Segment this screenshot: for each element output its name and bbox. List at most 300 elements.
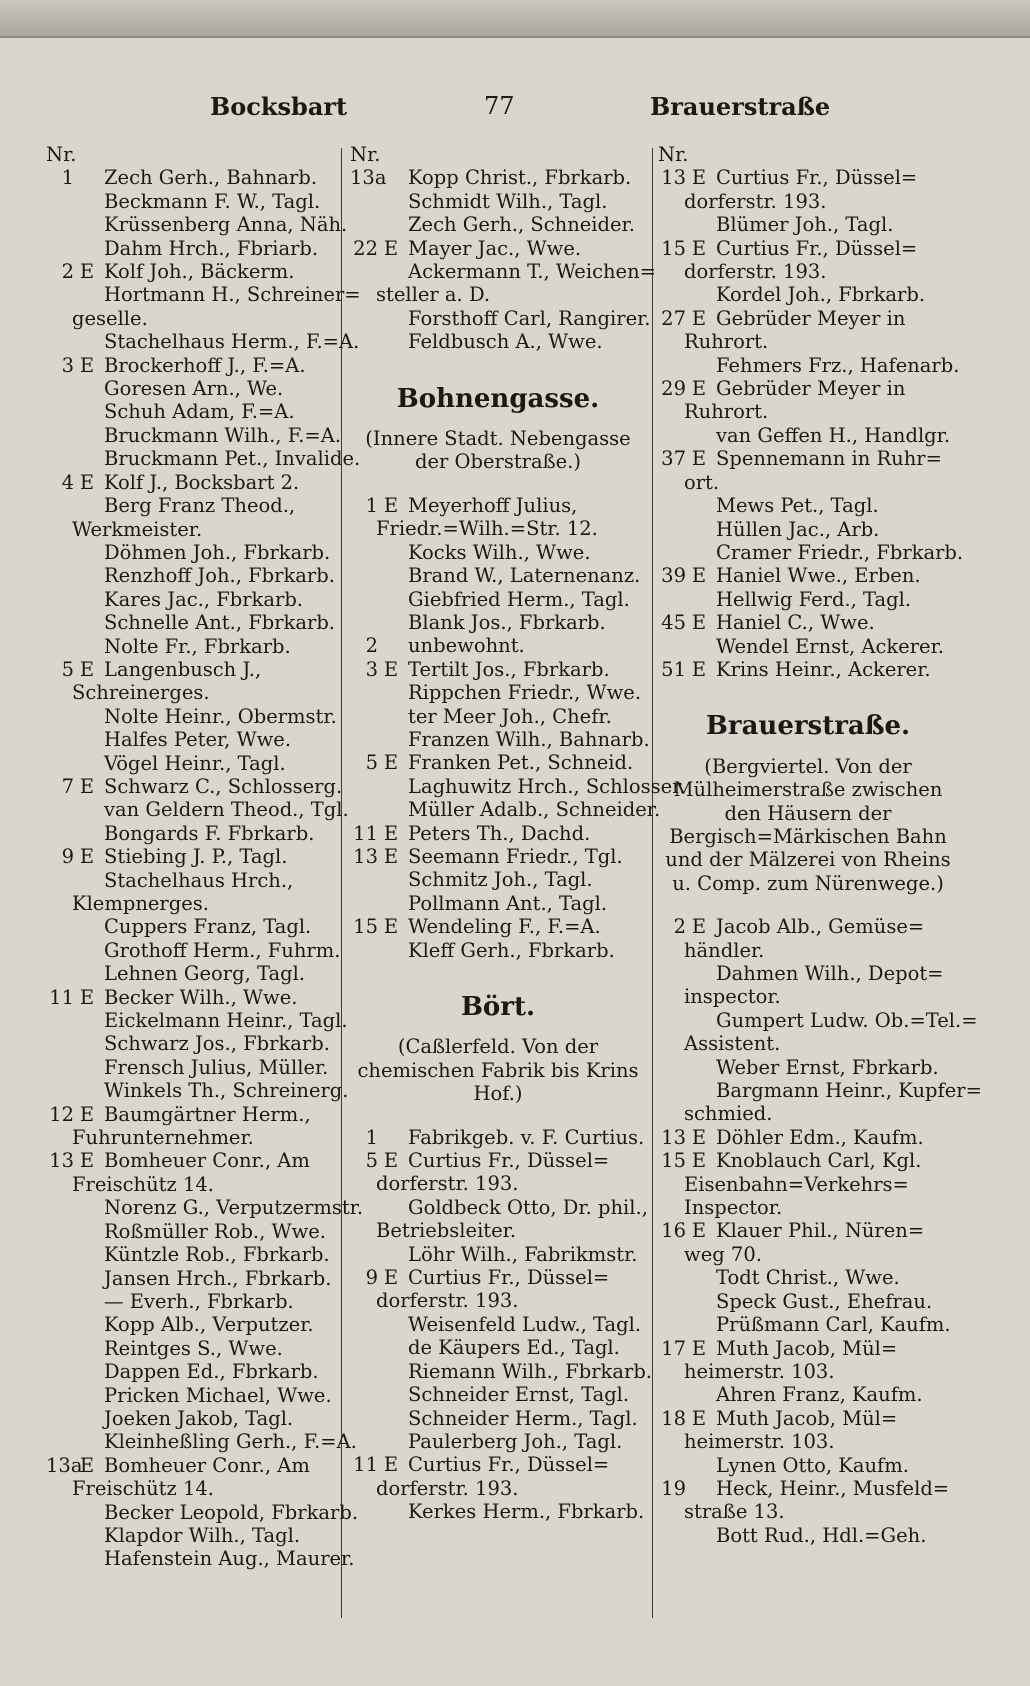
resident-text: Brand W., Laternenanz. xyxy=(408,564,641,588)
resident-text: Giebfried Herm., Tagl. xyxy=(408,587,630,611)
resident-text: Curtius Fr., Düssel= xyxy=(716,166,918,190)
resident-text: Haniel Wwe., Erben. xyxy=(716,564,921,588)
house-number: 13 xyxy=(661,166,686,190)
resident-text: Nolte Heinr., Obermstr. xyxy=(104,704,337,728)
directory-entry xyxy=(350,1359,652,1383)
resident-text: Inspector. xyxy=(684,1196,783,1220)
owner-marker xyxy=(378,1360,404,1383)
owner-marker xyxy=(74,1290,100,1313)
house-number: 39 xyxy=(661,564,686,588)
owner-marker xyxy=(74,798,100,821)
directory-entry xyxy=(658,1454,958,1477)
resident-text: Heck, Heinr., Musfeld= xyxy=(716,1476,950,1500)
entry-continuation xyxy=(658,330,958,353)
resident-text: Bongards F. Fbrkarb. xyxy=(104,821,315,845)
directory-entry xyxy=(46,1407,338,1430)
resident-text: Gumpert Ludw. Ob.=Tel.= xyxy=(716,1008,978,1032)
resident-text: Spennemann in Ruhr= xyxy=(716,447,942,471)
resident-text: Pricken Michael, Wwe. xyxy=(104,1383,332,1407)
house-number xyxy=(350,1430,378,1453)
resident-text: Nolte Fr., Fbrkarb. xyxy=(104,634,291,658)
entry-continuation xyxy=(658,471,958,494)
directory-entry xyxy=(46,1149,338,1172)
resident-text: dorferstr. 193. xyxy=(684,189,827,213)
directory-entry xyxy=(658,307,958,330)
directory-entry xyxy=(350,588,646,611)
owner-marker xyxy=(378,1336,404,1359)
house-number xyxy=(350,260,378,283)
house-number xyxy=(350,1243,378,1266)
owner-marker xyxy=(686,1313,712,1336)
house-number xyxy=(46,939,74,962)
resident-text: Roßmüller Rob., Wwe. xyxy=(104,1219,327,1243)
owner-marker xyxy=(74,1032,100,1055)
directory-entry xyxy=(658,540,964,564)
resident-text: Bruckmann Wilh., F.=A. xyxy=(104,423,342,447)
house-number xyxy=(350,681,378,704)
house-number: 16 xyxy=(661,1219,686,1243)
directory-entry xyxy=(46,1032,338,1055)
owner-marker xyxy=(686,283,712,306)
resident-text: Kopp Christ., Fbrkarb. xyxy=(408,166,632,190)
directory-entry xyxy=(350,1383,646,1406)
resident-text: heimerstr. 103. xyxy=(684,1359,835,1383)
owner-marker: E xyxy=(79,1149,95,1173)
resident-text: Gebrüder Meyer in xyxy=(716,377,906,401)
directory-entry xyxy=(350,634,646,657)
owner-marker xyxy=(74,564,100,587)
owner-marker xyxy=(74,1079,100,1102)
street-title: Bört. xyxy=(460,992,536,1022)
resident-text: Schnelle Ant., Fbrkarb. xyxy=(104,611,336,635)
entry-continuation xyxy=(350,1289,646,1312)
owner-marker xyxy=(378,1407,404,1430)
resident-text: Kolf J., Bocksbart 2. xyxy=(104,470,300,494)
owner-marker xyxy=(686,635,712,658)
directory-entry xyxy=(350,1126,646,1149)
column-left xyxy=(46,143,364,1571)
resident-text: Bott Rud., Hdl.=Geh. xyxy=(716,1523,927,1547)
street-title: Bohnengasse. xyxy=(396,383,600,414)
owner-marker xyxy=(378,307,404,330)
owner-marker xyxy=(686,1290,712,1313)
owner-marker: E xyxy=(79,774,95,798)
house-number: 5 xyxy=(365,751,378,775)
owner-marker xyxy=(74,330,100,353)
house-number xyxy=(46,1313,74,1336)
owner-marker xyxy=(378,1500,404,1523)
resident-text: Halfes Peter, Wwe. xyxy=(104,728,292,752)
resident-text: Curtius Fr., Düssel= xyxy=(408,1453,610,1477)
owner-marker xyxy=(74,447,100,470)
owner-marker xyxy=(74,1337,100,1360)
house-number xyxy=(350,307,378,330)
owner-marker xyxy=(378,681,404,704)
resident-text: Lehnen Georg, Tagl. xyxy=(104,962,305,986)
house-number xyxy=(350,892,378,915)
house-number xyxy=(46,962,74,985)
resident-text: Schreinerges. xyxy=(72,681,210,705)
owner-marker xyxy=(378,260,404,283)
owner-marker xyxy=(74,1407,100,1430)
number-heading: Nr. xyxy=(350,143,381,166)
directory-entry xyxy=(658,1407,958,1430)
owner-marker: E xyxy=(691,377,707,401)
resident-text: Tertilt Jos., Fbrkarb. xyxy=(408,657,610,681)
directory-entry xyxy=(350,892,646,915)
resident-text: Mayer Jac., Wwe. xyxy=(408,236,582,260)
resident-text: Fehmers Frz., Hafenarb. xyxy=(716,353,960,377)
resident-text: Berg Franz Theod., xyxy=(104,494,296,518)
owner-marker xyxy=(74,1267,100,1290)
directory-entry xyxy=(350,915,646,938)
directory-entry xyxy=(46,1290,338,1313)
directory-entry xyxy=(46,1337,338,1360)
directory-entry xyxy=(46,564,338,587)
owner-marker xyxy=(74,705,100,728)
resident-text: de Käupers Ed., Tagl. xyxy=(408,1336,620,1360)
directory-entry xyxy=(46,1056,338,1079)
street-description: (Innere Stadt. Nebengasse der Oberstraße.) xyxy=(365,427,631,474)
owner-marker xyxy=(686,354,712,377)
house-number: 9 xyxy=(365,1266,378,1290)
owner-marker: E xyxy=(691,1219,707,1243)
house-number xyxy=(658,1079,686,1102)
resident-text: Stiebing J. P., Tagl. xyxy=(104,845,288,869)
house-number xyxy=(350,564,378,587)
entry-continuation xyxy=(658,1500,958,1523)
resident-text: Jansen Hrch., Fbrkarb. xyxy=(104,1266,332,1290)
resident-text: Curtius Fr., Düssel= xyxy=(408,1149,610,1173)
directory-entry xyxy=(658,915,958,938)
header-left-street: Bocksbart xyxy=(210,92,348,121)
directory-entry xyxy=(46,1079,349,1103)
owner-marker xyxy=(686,1009,712,1032)
owner-marker xyxy=(686,1454,712,1477)
house-number xyxy=(46,1430,74,1453)
resident-text: Blümer Joh., Tagl. xyxy=(716,213,894,237)
number-heading: Nr. xyxy=(46,143,77,166)
directory-entry xyxy=(46,166,338,189)
resident-text: Krüssenberg Anna, Näh. xyxy=(104,213,348,237)
owner-marker xyxy=(74,588,100,611)
directory-entry xyxy=(46,190,338,213)
house-number xyxy=(46,1360,74,1383)
house-number xyxy=(46,424,74,447)
resident-text: dorferstr. 193. xyxy=(684,260,827,284)
directory-entry xyxy=(46,705,338,728)
resident-text: Klapdor Wilh., Tagl. xyxy=(104,1523,301,1547)
owner-marker: E xyxy=(383,236,399,260)
owner-marker: E xyxy=(79,470,95,494)
house-number xyxy=(658,1009,686,1032)
directory-entry xyxy=(46,1547,355,1571)
directory-entry xyxy=(658,658,958,681)
directory-entry xyxy=(350,190,646,213)
house-number xyxy=(350,1196,378,1219)
directory-entry xyxy=(350,705,646,728)
resident-text: Küntzle Rob., Fbrkarb. xyxy=(104,1243,330,1267)
resident-text: Schwarz C., Schlosserg. xyxy=(104,774,343,798)
directory-entry xyxy=(658,564,958,587)
resident-text: Franken Pet., Schneid. xyxy=(408,751,634,775)
owner-marker xyxy=(74,1430,100,1453)
owner-marker xyxy=(74,424,100,447)
owner-marker: E xyxy=(79,260,95,284)
resident-text: Knoblauch Carl, Kgl. xyxy=(716,1149,922,1173)
directory-entry xyxy=(46,1103,338,1126)
directory-entry xyxy=(46,1384,338,1407)
owner-marker xyxy=(74,915,100,938)
owner-marker: E xyxy=(383,1453,399,1477)
directory-entry xyxy=(350,774,686,798)
resident-text: Renzhoff Joh., Fbrkarb. xyxy=(104,564,335,588)
resident-text: Döhler Edm., Kaufm. xyxy=(716,1125,924,1149)
entry-continuation xyxy=(658,1196,958,1219)
house-number xyxy=(350,775,378,798)
resident-text: dorferstr. 193. xyxy=(376,1476,519,1500)
owner-marker xyxy=(378,588,404,611)
directory-entry xyxy=(46,494,338,517)
house-number xyxy=(658,1383,686,1406)
column-right xyxy=(658,143,982,1547)
resident-text: Goldbeck Otto, Dr. phil., xyxy=(408,1195,648,1219)
directory-entry xyxy=(658,377,958,400)
owner-marker xyxy=(378,1430,404,1453)
house-number xyxy=(46,447,74,470)
directory-entry xyxy=(658,1219,958,1242)
resident-text: Zech Gerh., Bahnarb. xyxy=(104,166,318,190)
house-number xyxy=(46,1243,74,1266)
house-number xyxy=(46,1009,74,1032)
resident-text: Brockerhoff J., F.=A. xyxy=(104,353,306,377)
house-number xyxy=(46,1547,74,1570)
house-number xyxy=(46,822,74,845)
resident-text: Forsthoff Carl, Rangirer. xyxy=(408,306,651,330)
house-number xyxy=(658,518,686,541)
house-number xyxy=(350,1360,378,1383)
entry-continuation xyxy=(46,892,338,915)
directory-entry xyxy=(350,1266,646,1289)
house-number xyxy=(350,1500,378,1523)
house-number: 13 xyxy=(353,844,378,868)
house-number xyxy=(46,377,74,400)
entry-continuation xyxy=(658,1430,958,1453)
owner-marker xyxy=(74,1384,100,1407)
resident-text: van Geldern Theod., Tgl. xyxy=(104,798,349,822)
directory-entry xyxy=(350,681,646,704)
house-number: 1 xyxy=(365,1125,378,1149)
owner-marker xyxy=(74,377,100,400)
resident-text: Dahm Hrch., Fbriarb. xyxy=(104,236,319,260)
owner-marker: E xyxy=(383,1149,399,1173)
directory-entry xyxy=(46,658,338,681)
owner-marker xyxy=(74,752,100,775)
directory-entry xyxy=(350,306,651,330)
owner-marker xyxy=(74,1196,100,1219)
resident-text: Kocks Wilh., Wwe. xyxy=(408,540,591,564)
owner-marker xyxy=(378,892,404,915)
house-number xyxy=(46,283,74,306)
owner-marker xyxy=(74,869,100,892)
house-number xyxy=(46,1501,74,1524)
house-number: 13 xyxy=(49,1149,74,1173)
directory-entry xyxy=(46,774,343,798)
house-number: 22 xyxy=(353,236,378,260)
owner-marker xyxy=(74,1009,100,1032)
directory-entry xyxy=(658,166,958,189)
house-number xyxy=(46,330,74,353)
resident-text: Prüßmann Carl, Kaufm. xyxy=(716,1313,951,1337)
resident-text: Fuhrunternehmer. xyxy=(72,1126,254,1150)
directory-entry xyxy=(46,471,338,494)
resident-text: Schneider Herm., Tagl. xyxy=(408,1406,638,1430)
owner-marker xyxy=(378,798,404,821)
directory-entry xyxy=(46,541,338,564)
directory-entry xyxy=(658,1477,958,1500)
resident-text: Becker Leopold, Fbrkarb. xyxy=(104,1500,359,1524)
directory-entry xyxy=(46,1267,338,1290)
resident-text: ter Meer Joh., Chefr. xyxy=(408,704,612,728)
owner-marker xyxy=(378,166,404,189)
resident-text: weg 70. xyxy=(684,1242,762,1266)
house-number xyxy=(350,939,378,962)
house-number xyxy=(658,541,686,564)
directory-entry xyxy=(658,635,958,658)
directory-entry xyxy=(46,400,338,423)
entry-continuation xyxy=(46,1173,338,1196)
resident-text: Schneider Ernst, Tagl. xyxy=(408,1383,630,1407)
resident-text: Hellwig Ferd., Tagl. xyxy=(716,587,912,611)
house-number xyxy=(658,354,686,377)
owner-marker xyxy=(378,330,404,353)
directory-entry xyxy=(46,377,338,400)
owner-marker: E xyxy=(383,915,399,939)
directory-entry xyxy=(350,494,646,517)
directory-entry xyxy=(46,447,361,471)
resident-text: inspector. xyxy=(684,985,781,1009)
owner-marker: E xyxy=(691,564,707,588)
house-number: 18 xyxy=(661,1406,686,1430)
owner-marker xyxy=(378,611,404,634)
directory-entry xyxy=(46,423,342,447)
directory-entry xyxy=(658,1383,958,1406)
resident-text: Freischütz 14. xyxy=(72,1172,214,1196)
resident-text: Hüllen Jac., Arb. xyxy=(716,517,880,541)
house-number xyxy=(658,424,686,447)
directory-entry xyxy=(350,237,646,260)
resident-text: Betriebsleiter. xyxy=(376,1219,517,1243)
resident-text: Cuppers Franz, Tagl. xyxy=(104,915,312,939)
directory-entry xyxy=(350,330,646,353)
house-number xyxy=(350,1407,378,1430)
resident-text: Goresen Arn., We. xyxy=(104,377,284,401)
house-number: 2 xyxy=(673,915,686,939)
resident-text: Löhr Wilh., Fabrikmstr. xyxy=(408,1242,638,1266)
street-description: (Bergviertel. Von der Mülheimerstraße zwischen den Häusern der Bergisch=Märkischen Bahn und der Mälzerei von Rheins u. Comp. zum Nürenwege.) xyxy=(665,754,951,895)
house-number: 2 xyxy=(61,260,74,284)
owner-marker xyxy=(74,494,100,517)
directory-entry xyxy=(46,237,338,260)
house-number: 1 xyxy=(61,166,74,190)
owner-marker xyxy=(74,541,100,564)
house-number xyxy=(46,869,74,892)
owner-marker xyxy=(378,728,404,751)
directory-entry xyxy=(658,283,958,306)
resident-text: Frensch Julius, Müller. xyxy=(104,1055,329,1079)
owner-marker xyxy=(74,939,100,962)
entry-continuation xyxy=(658,1032,958,1055)
house-number xyxy=(658,962,686,985)
house-number: 7 xyxy=(61,774,74,798)
house-number xyxy=(658,1266,686,1289)
owner-marker xyxy=(74,728,100,751)
directory-entry xyxy=(46,283,361,307)
owner-marker xyxy=(686,588,712,611)
page-header xyxy=(0,92,1030,132)
owner-marker xyxy=(686,1524,712,1547)
owner-marker xyxy=(686,1383,712,1406)
owner-marker xyxy=(378,939,404,962)
owner-marker: E xyxy=(79,985,95,1009)
house-number: 27 xyxy=(661,306,686,330)
house-number xyxy=(46,541,74,564)
house-number xyxy=(46,728,74,751)
owner-marker: E xyxy=(383,493,399,517)
resident-text: Krins Heinr., Ackerer. xyxy=(716,657,931,681)
owner-marker xyxy=(378,1243,404,1266)
resident-text: Jacob Alb., Gemüse= xyxy=(716,915,925,939)
owner-marker: E xyxy=(383,821,399,845)
resident-text: Gebrüder Meyer in xyxy=(716,306,906,330)
house-number xyxy=(46,588,74,611)
directory-entry xyxy=(46,938,341,962)
directory-entry xyxy=(350,1430,646,1453)
directory-entry xyxy=(46,1313,338,1336)
resident-text: Lynen Otto, Kaufm. xyxy=(716,1453,909,1477)
house-number: 15 xyxy=(661,236,686,260)
resident-text: Kordel Joh., Fbrkarb. xyxy=(716,283,926,307)
number-heading: Nr. xyxy=(658,143,689,166)
resident-text: Pollmann Ant., Tagl. xyxy=(408,891,608,915)
resident-text: Curtius Fr., Düssel= xyxy=(408,1266,610,1290)
house-number xyxy=(350,868,378,891)
entry-continuation xyxy=(658,1360,958,1383)
directory-entry xyxy=(350,727,650,751)
owner-marker xyxy=(74,1243,100,1266)
resident-text: Bomheuer Conr., Am xyxy=(104,1149,310,1173)
resident-text: Klauer Phil., Nüren= xyxy=(716,1219,925,1243)
owner-marker xyxy=(378,1313,404,1336)
owner-marker xyxy=(74,1547,100,1570)
house-number xyxy=(46,1290,74,1313)
house-number: 29 xyxy=(661,377,686,401)
entry-continuation xyxy=(46,307,338,330)
resident-text: Meyerhoff Julius, xyxy=(408,493,578,517)
directory-entry xyxy=(46,869,338,892)
house-number xyxy=(46,1524,74,1547)
owner-marker xyxy=(74,962,100,985)
house-number: 9 xyxy=(61,845,74,869)
owner-marker: E xyxy=(691,1125,707,1149)
owner-marker: E xyxy=(691,166,707,190)
owner-marker: E xyxy=(691,1149,707,1173)
owner-marker xyxy=(378,1126,404,1149)
owner-marker: E xyxy=(383,1266,399,1290)
resident-text: schmied. xyxy=(684,1102,773,1126)
resident-text: Kleinheßling Gerh., F.=A. xyxy=(104,1430,357,1454)
directory-entry xyxy=(350,1313,646,1336)
